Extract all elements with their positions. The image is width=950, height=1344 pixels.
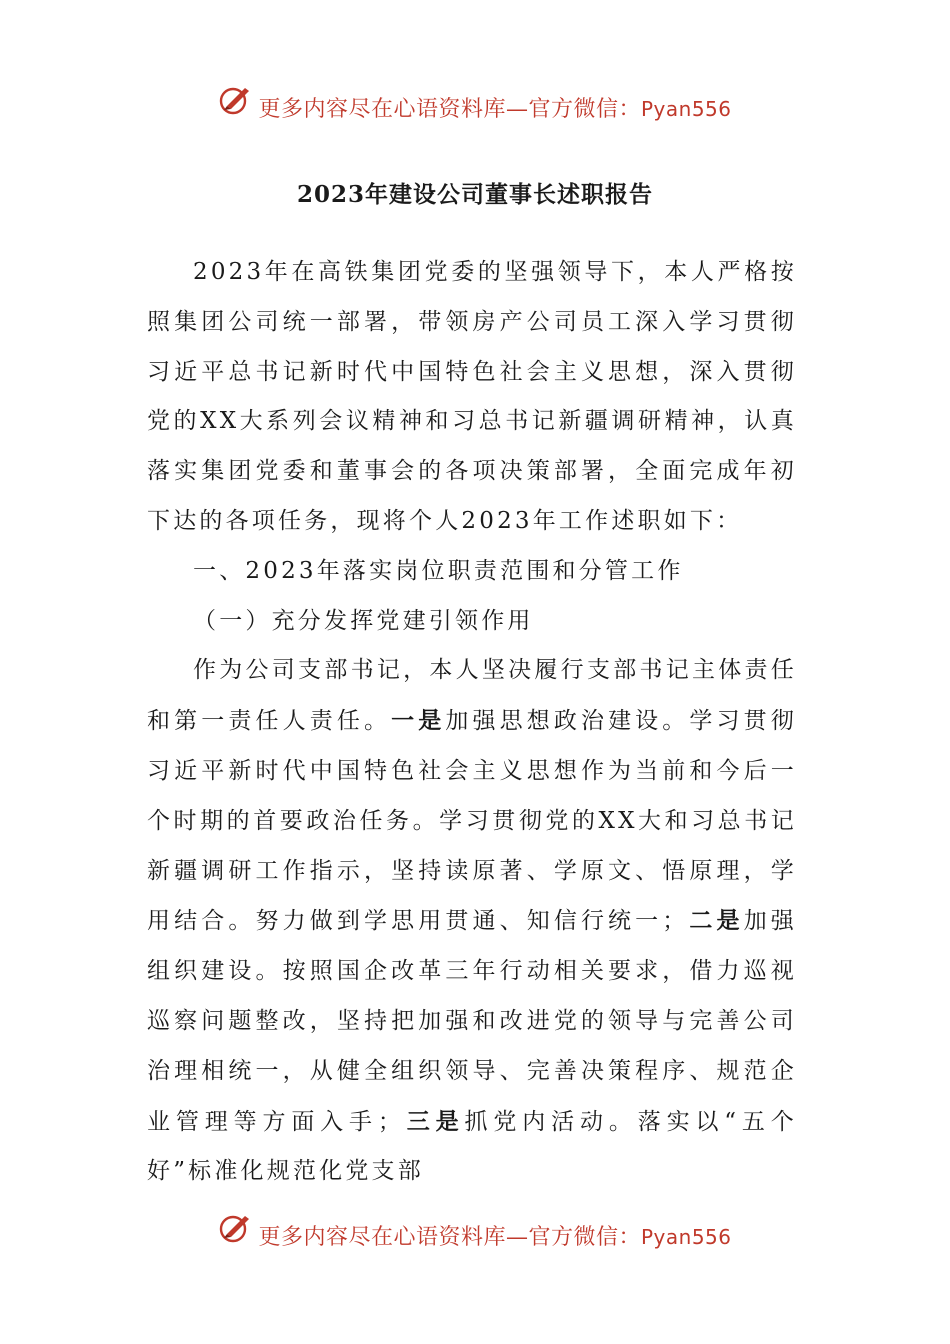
document-title: 2023年建设公司董事长述职报告	[296, 181, 653, 208]
subsection-heading: （一）充分发挥党建引领作用	[193, 607, 534, 634]
paragraph-lead: 作为公司支部书记，本人坚决履行支部书记主体责任和第一责任人责任。	[147, 657, 797, 735]
point-text-3: 抓党内活动。落实以“五个好”标准化规范化党支部	[147, 1108, 797, 1185]
header-banner	[0, 80, 950, 124]
point-text-2: 加强组织建设。按照国企改革三年行动相关要求，借力巡视巡察问题整改，坚持把加强和改进党的领导与完善公司治理相统一，从健全组织领导、完善决策程序、规范企业管理等方面入手；	[147, 908, 798, 1135]
point-marker-1: 一是	[391, 707, 446, 735]
pen-logo-icon	[218, 82, 252, 116]
banner-dash: —	[505, 96, 529, 122]
point-marker-3: 三是	[404, 1107, 465, 1135]
banner-link-text[interactable]: 更多内容尽在心语资料库	[258, 96, 506, 122]
banner-link-text[interactable]: 更多内容尽在心语资料库	[258, 1224, 506, 1250]
section-heading: 一、2023年落实岗位职责范围和分管工作	[193, 557, 684, 584]
point-marker-2: 二是	[688, 907, 744, 935]
banner-contact-label: 官方微信：	[528, 1224, 641, 1250]
point-text-1: 加强思想政治建设。学习贯彻习近平新时代中国特色社会主义思想作为当前和今后一个时期的首要政治任务。学习贯彻党的XX大和习总书记新疆调研工作指示，坚持读原著、学原文、悟原理，学用结合。努力做到学思用贯通、知信行统一；	[147, 708, 797, 935]
banner-text	[218, 1210, 731, 1251]
document-body	[147, 248, 797, 1197]
banner-contact-label: 官方微信：	[528, 96, 641, 122]
banner-wechat-id: Pyan556	[641, 96, 732, 121]
intro-paragraph: 2023年在高铁集团党委的坚强领导下，本人严格按照集团公司统一部署，带领房产公司员工深入学习贯彻习近平总书记新时代中国特色社会主义思想，深入贯彻党的XX大系列会议精神和习总书记新疆调研精神，认真落实集团党委和董事会的各项决策部署，全面完成年初下达的各项任务，现将个人2023年工作述职如下：	[147, 259, 797, 534]
banner-text	[218, 82, 731, 123]
body-paragraph	[147, 646, 797, 1197]
footer-banner	[0, 1208, 950, 1252]
banner-dash: —	[505, 1224, 529, 1250]
pen-logo-icon	[218, 1210, 252, 1244]
banner-wechat-id: Pyan556	[641, 1224, 732, 1249]
